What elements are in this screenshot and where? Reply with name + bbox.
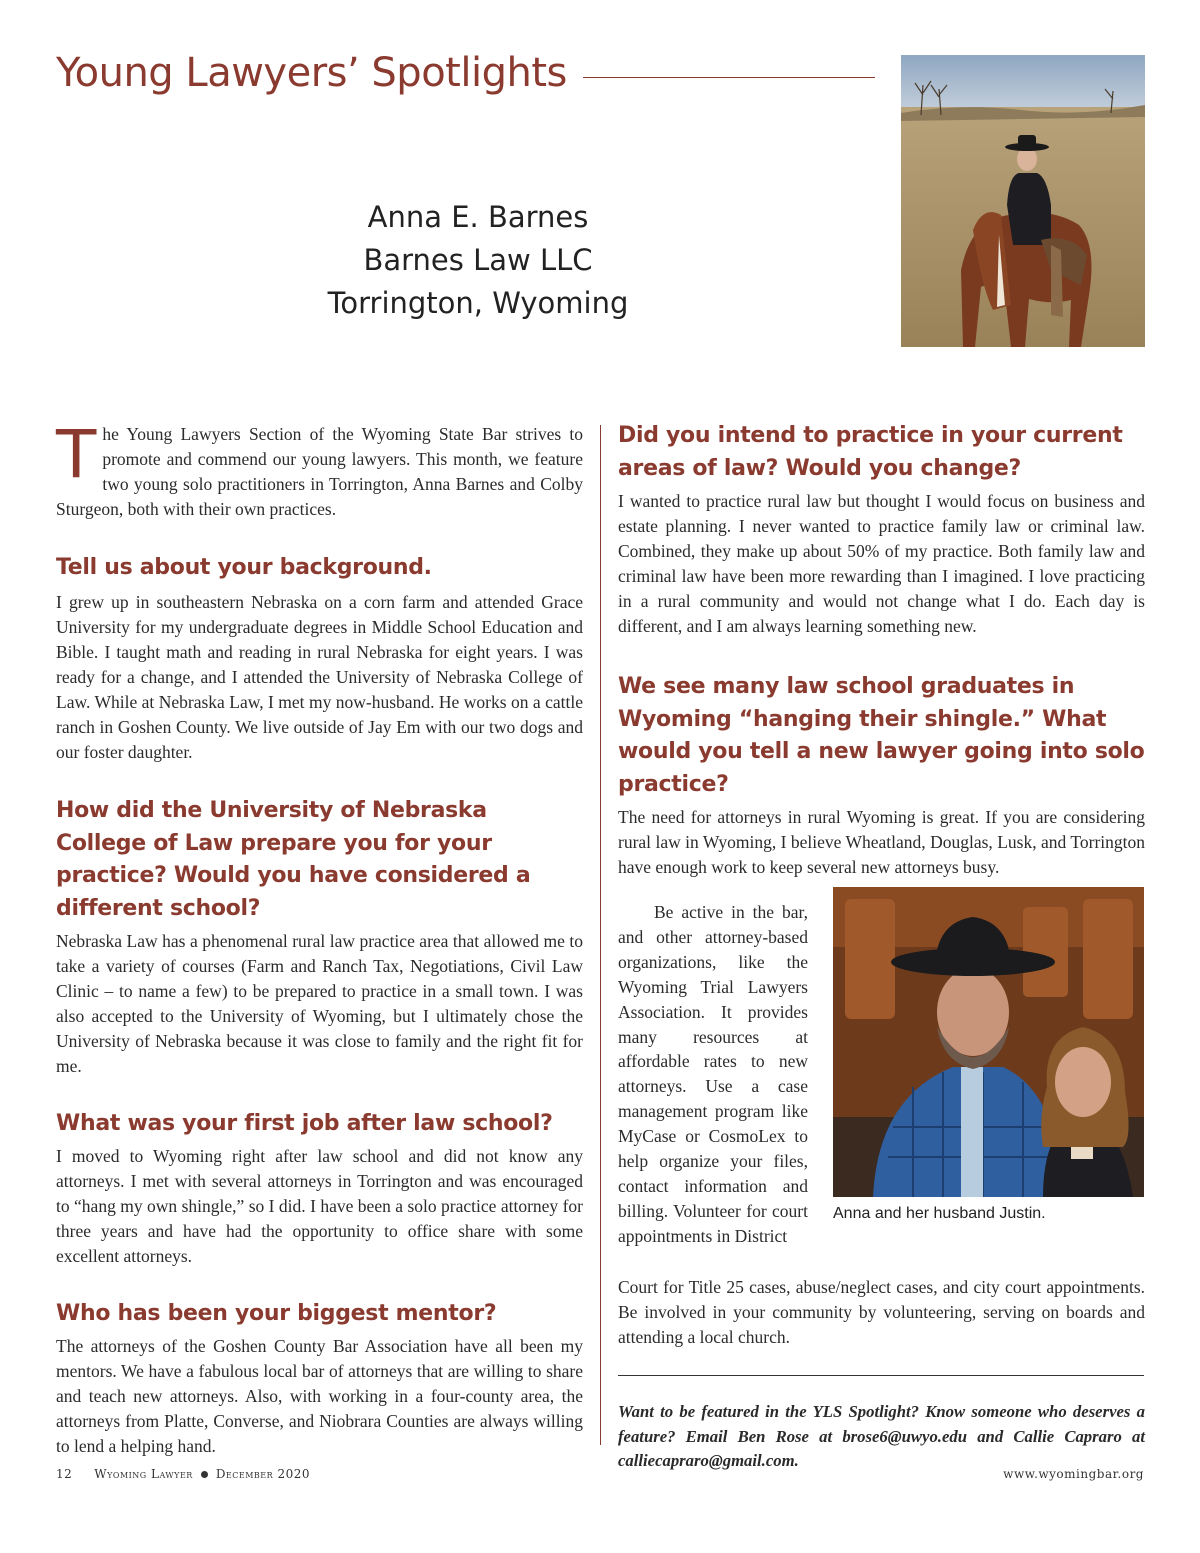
answer-background: I grew up in southeastern Nebraska on a corn farm and attended Grace University for my undergraduate degrees in Middle School Education and Bible. I taught math and reading in rural Nebraska for eight years. I was ready for a change, and I attended the University of Nebraska College of Law. While at Nebraska Law, I met my now-husband. He works on a cattle ranch in Goshen County. We live outside of Jay Em with our two dogs and our foster daughter. xyxy=(56,592,583,762)
answer-practice-areas: I wanted to practice rural law but thought I would focus on business and estate planning. I never wanted to practice family law or criminal law. Combined, they make up about 50% of my practice. Both family law and criminal law have been more rewarding than I imagined. I love practicing in a rural community and would not change what I do. Each day is different, and I am always learning something new. xyxy=(618,491,1145,636)
question-first-job: What was your first job after law school? xyxy=(56,1110,553,1136)
intro-text: he Young Lawyers Section of the Wyoming State Bar strives to promote and commend our young lawyers. This month, we feature two young solo practitioners in Torrington, Anna Barnes and Colby Sturgeon, both with their own practices. xyxy=(56,424,583,519)
page-number: 12 xyxy=(56,1467,73,1481)
feature-callout: Want to be featured in the YLS Spotlight? Know someone who deserves a feature? Email Ben Rose at brose6@uwyo.edu and Callie Capraro at calliecapraro@gmail.com. xyxy=(618,1402,1145,1470)
horseback-photo xyxy=(901,55,1145,347)
answer-law-school: Nebraska Law has a phenomenal rural law practice area that allowed me to take a variety of courses (Farm and Ranch Tax, Negotiations, Civil Law Clinic – to name a few) to be prepared to practice in a small town. I was also accepted to the University of Wyoming, but I ultimately chose the University of Nebraska because it was close to family and the right fit for me. xyxy=(56,931,583,1076)
issue-date: December 2020 xyxy=(215,1467,311,1481)
profile-heading xyxy=(300,196,656,325)
wrapped-text-continued xyxy=(618,1275,1145,1350)
answer-solo-practice-p3: Court for Title 25 cases, abuse/neglect cases, and city court appointments. Be involved in your community by volunteering, serving on boards and attending a local church. xyxy=(618,1277,1145,1347)
dropcap: T xyxy=(56,416,97,493)
profile-firm: Barnes Law LLC xyxy=(363,243,593,277)
wrapped-text-block xyxy=(618,900,808,1249)
column-divider xyxy=(600,425,601,1445)
footer-left xyxy=(56,1467,310,1481)
couple-photo xyxy=(833,887,1144,1197)
intro-paragraph xyxy=(56,416,583,522)
title-rule xyxy=(583,77,875,78)
answer-solo-practice-p1: The need for attorneys in rural Wyoming is great. If you are considering rural law in Wyoming, I believe Wheatland, Douglas, Lusk, and Torrington have enough work to keep several new attorneys busy. xyxy=(618,807,1145,878)
right-column xyxy=(618,420,1145,880)
footer-website: www.wyomingbar.org xyxy=(1003,1467,1144,1481)
left-column xyxy=(56,416,583,1459)
profile-name: Anna E. Barnes xyxy=(367,200,589,234)
photo-caption: Anna and her husband Justin. xyxy=(833,1205,1046,1222)
callout-rule xyxy=(618,1375,1144,1376)
question-background: Tell us about your background. xyxy=(56,554,432,580)
answer-solo-practice-p2: Be active in the bar, and other attorney-based organizations, like the Wyoming Trial Lawyers Association. It provides many resources at affordable rates to new attorneys. Use a case management program like MyCase or CosmoLex to help organize your files, contact information and billing. Volunteer for court appointments in District xyxy=(618,902,808,1246)
profile-location: Torrington, Wyoming xyxy=(327,286,629,320)
question-solo-practice: We see many law school graduates in Wyoming “hanging their shingle.” What would you tell a new lawyer going into solo practice? xyxy=(618,674,1145,797)
answer-mentor: The attorneys of the Goshen County Bar Association have all been my mentors. We have a fabulous local bar of attorneys that are willing to share and teach new attorneys. Also, with working in a four-county area, the attorneys from Platte, Converse, and Niobrara Counties are always willing to lend a helping hand. xyxy=(56,1336,583,1457)
section-title: Young Lawyers’ Spotlights xyxy=(56,50,567,96)
bullet-dot-icon xyxy=(201,1471,208,1478)
question-practice-areas: Did you intend to practice in your current areas of law? Would you change? xyxy=(618,423,1123,481)
publication-name: Wyoming Lawyer xyxy=(94,1467,193,1481)
question-mentor: Who has been your biggest mentor? xyxy=(56,1300,497,1326)
answer-first-job: I moved to Wyoming right after law school and did not know any attorneys. I met with several attorneys in Torrington and was encouraged to “hang my own shingle,” so I did. I have been a solo practice attorney for three years and have had the opportunity to office share with some excellent attorneys. xyxy=(56,1146,583,1267)
question-law-school: How did the University of Nebraska College of Law prepare you for your practice? Would you have considered a different school? xyxy=(56,798,531,921)
